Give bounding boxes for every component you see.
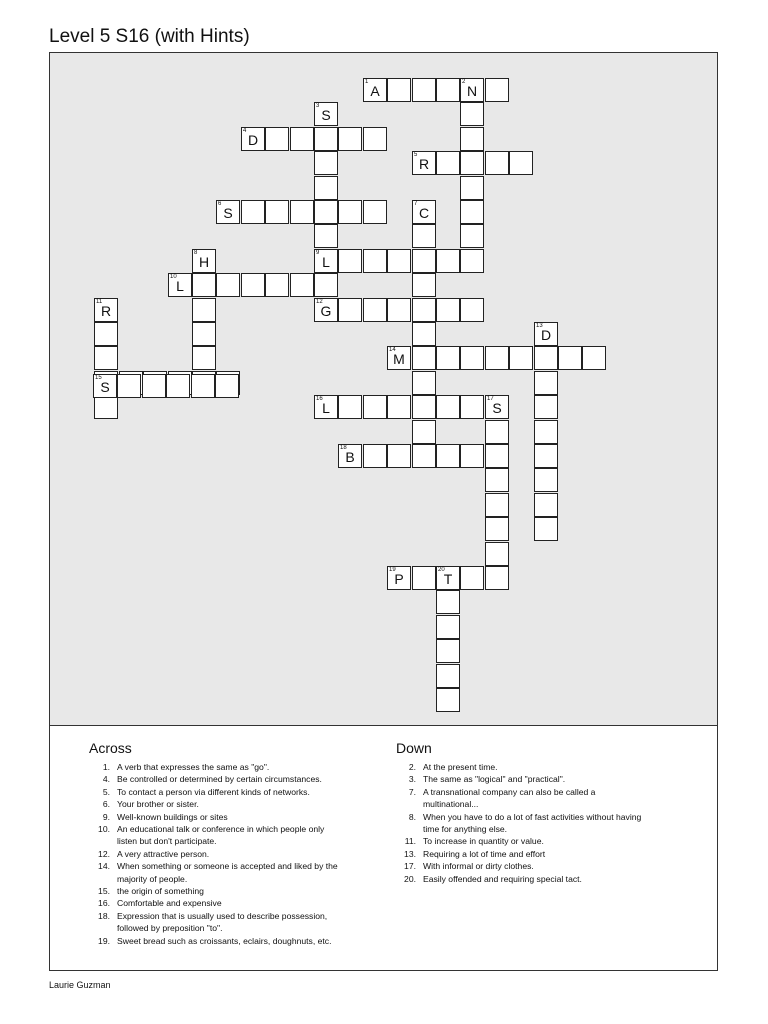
crossword-cell[interactable] [436, 444, 460, 468]
crossword-cell[interactable] [412, 322, 436, 346]
crossword-cell[interactable] [241, 200, 265, 224]
crossword-cell[interactable] [94, 395, 118, 419]
clue-text: When something or someone is accepted and liked by the [117, 861, 338, 872]
crossword-cell[interactable] [460, 395, 484, 419]
crossword-cell[interactable] [363, 78, 387, 102]
clue-num: 12. [98, 848, 110, 859]
crossword-cell[interactable] [338, 200, 362, 224]
across-clue [90, 897, 390, 909]
crossword-cell[interactable] [412, 200, 436, 224]
crossword-cell[interactable] [436, 639, 460, 663]
crossword-cell[interactable] [412, 371, 436, 395]
crossword-cell[interactable] [338, 127, 362, 151]
clue-text: Your brother or sister. [117, 799, 199, 810]
down-clue [396, 823, 696, 835]
crossword-cell[interactable] [241, 273, 265, 297]
crossword-cell[interactable] [485, 420, 509, 444]
across-clue [90, 811, 390, 823]
clue-text: Sweet bread such as croissants, eclairs, doughnuts, etc. [117, 935, 332, 946]
crossword-cell[interactable] [534, 444, 558, 468]
crossword-cell[interactable] [485, 493, 509, 517]
crossword-cell[interactable] [387, 298, 411, 322]
crossword-cell[interactable] [534, 395, 558, 419]
page-title: Level 5 S16 (with Hints) [49, 26, 250, 47]
hint-letter: N [466, 83, 478, 99]
clue-number: 3 [316, 103, 320, 109]
clue-num: 10. [98, 824, 110, 835]
clue-number: 14 [389, 347, 396, 353]
clue-text: time for anything else. [423, 824, 508, 835]
clue-num: 17. [404, 861, 416, 872]
crossword-cell[interactable] [338, 298, 362, 322]
hint-letter: D [247, 132, 259, 148]
hint-letter: D [540, 327, 552, 343]
crossword-cell[interactable] [265, 200, 289, 224]
crossword-cell[interactable] [314, 224, 338, 248]
down-clue [396, 811, 696, 823]
crossword-cell[interactable] [265, 127, 289, 151]
crossword-cell[interactable] [117, 374, 141, 398]
crossword-cell[interactable] [241, 127, 265, 151]
crossword-cell[interactable] [314, 127, 338, 151]
across-heading: Across [89, 740, 132, 756]
clue-number: 4 [243, 128, 247, 134]
crossword-cell[interactable] [314, 249, 338, 273]
crossword-cell[interactable] [314, 395, 338, 419]
clue-num: 11. [404, 836, 416, 847]
clue-number: 18 [340, 445, 347, 451]
crossword-cell[interactable] [314, 102, 338, 126]
across-clue [90, 873, 390, 885]
clue-text: To contact a person via different kinds of networks. [117, 786, 310, 797]
crossword-cell[interactable] [534, 322, 558, 346]
clue-number: 15 [95, 375, 102, 381]
crossword-cell[interactable] [460, 444, 484, 468]
across-clue [90, 860, 390, 872]
hint-letter: L [176, 278, 184, 294]
crossword-cell[interactable] [412, 298, 436, 322]
crossword-cell[interactable] [436, 566, 460, 590]
clue-text: followed by preposition "to". [117, 923, 223, 934]
crossword-cell[interactable] [191, 374, 215, 398]
across-clue-list [90, 761, 390, 947]
crossword-cell[interactable] [436, 688, 460, 712]
crossword-cell[interactable] [412, 346, 436, 370]
crossword-cell[interactable] [436, 615, 460, 639]
hint-letter: T [443, 571, 453, 587]
puzzle-frame [49, 52, 718, 971]
crossword-cell[interactable] [192, 322, 216, 346]
crossword-cell[interactable] [94, 322, 118, 346]
crossword-cell[interactable] [215, 374, 239, 398]
clue-text: The same as "logical" and "practical". [423, 774, 566, 785]
clue-number: 19 [389, 567, 396, 573]
crossword-cell[interactable] [509, 151, 533, 175]
clue-text: the origin of something [117, 886, 204, 897]
clue-text: Be controlled or determined by certain circumstances. [117, 774, 322, 785]
crossword-cell[interactable] [94, 298, 118, 322]
down-clue-list [396, 761, 696, 885]
crossword-cell[interactable] [314, 298, 338, 322]
crossword-cell[interactable] [436, 346, 460, 370]
down-clue [396, 798, 696, 810]
clue-num: 6. [102, 799, 110, 810]
clue-num: 15. [98, 886, 110, 897]
crossword-cell[interactable] [363, 249, 387, 273]
clue-number: 11 [96, 299, 103, 305]
clue-num: 14. [98, 861, 110, 872]
crossword-cell[interactable] [387, 395, 411, 419]
down-heading: Down [396, 740, 432, 756]
crossword-cell[interactable] [290, 127, 314, 151]
clue-number: 1 [365, 79, 369, 85]
crossword-cell[interactable] [485, 78, 509, 102]
crossword-cell[interactable] [534, 468, 558, 492]
clue-number: 12 [316, 299, 323, 305]
crossword-cell[interactable] [314, 273, 338, 297]
crossword-cell[interactable] [558, 346, 582, 370]
crossword-cell[interactable] [412, 78, 436, 102]
crossword-cell[interactable] [460, 566, 484, 590]
crossword-cell[interactable] [387, 346, 411, 370]
crossword-cell[interactable] [436, 395, 460, 419]
down-clue [396, 873, 696, 885]
hint-letter: B [345, 449, 355, 465]
crossword-grid [50, 53, 717, 726]
clue-text: A very attractive person. [117, 848, 210, 859]
crossword-cell[interactable] [192, 249, 216, 273]
crossword-cell[interactable] [534, 517, 558, 541]
crossword-cell[interactable] [534, 420, 558, 444]
hint-letter: R [418, 156, 430, 172]
across-clue [90, 786, 390, 798]
crossword-cell[interactable] [485, 346, 509, 370]
clue-text: Requiring a lot of time and effort [423, 848, 546, 859]
clue-number: 8 [194, 250, 198, 256]
crossword-cell[interactable] [460, 249, 484, 273]
crossword-cell[interactable] [436, 298, 460, 322]
across-clue [90, 823, 390, 835]
crossword-cell[interactable] [338, 395, 362, 419]
hint-letter: S [223, 205, 233, 221]
clue-number: 9 [316, 250, 320, 256]
hint-letter: G [320, 303, 332, 319]
crossword-cell[interactable] [534, 346, 558, 370]
hint-letter: H [198, 254, 210, 270]
hint-letter: P [394, 571, 404, 587]
crossword-cell[interactable] [436, 78, 460, 102]
hint-letter: L [322, 400, 330, 416]
crossword-cell[interactable] [485, 151, 509, 175]
crossword-cell[interactable] [387, 566, 411, 590]
crossword-cell[interactable] [412, 444, 436, 468]
crossword-cell[interactable] [192, 346, 216, 370]
crossword-cell[interactable] [412, 395, 436, 419]
crossword-cell[interactable] [460, 346, 484, 370]
crossword-cell[interactable] [460, 176, 484, 200]
clue-text: majority of people. [117, 873, 188, 884]
crossword-cell[interactable] [314, 151, 338, 175]
down-clue [396, 773, 696, 785]
crossword-cell[interactable] [387, 249, 411, 273]
across-clue [90, 885, 390, 897]
clue-num: 1. [102, 762, 110, 772]
crossword-cell[interactable] [265, 273, 289, 297]
crossword-cell[interactable] [290, 200, 314, 224]
across-clue [90, 761, 390, 773]
across-clue [90, 773, 390, 785]
across-clue [90, 910, 390, 922]
down-clue [396, 835, 696, 847]
across-clue [90, 848, 390, 860]
crossword-cell[interactable] [142, 374, 166, 398]
crossword-cell[interactable] [216, 273, 240, 297]
crossword-cell[interactable] [216, 200, 240, 224]
clue-text: A transnational company can also be called a [423, 786, 596, 797]
down-clue [396, 786, 696, 798]
clue-number: 17 [487, 396, 494, 402]
hint-letter: R [100, 303, 112, 319]
clue-text: multinational... [423, 799, 479, 810]
hint-letter: M [393, 351, 405, 367]
clue-num: 16. [98, 898, 110, 909]
crossword-cell[interactable] [460, 200, 484, 224]
crossword-cell[interactable] [363, 127, 387, 151]
crossword-cell[interactable] [509, 346, 533, 370]
crossword-cell[interactable] [485, 444, 509, 468]
clue-text: Well-known buildings or sites [117, 811, 228, 822]
crossword-cell[interactable] [436, 249, 460, 273]
crossword-cell[interactable] [460, 102, 484, 126]
clue-text: At the present time. [423, 762, 498, 772]
crossword-cell[interactable] [460, 78, 484, 102]
clue-text: A verb that expresses the same as "go". [117, 762, 270, 772]
crossword-cell[interactable] [168, 273, 192, 297]
crossword-cell[interactable] [534, 371, 558, 395]
crossword-cell[interactable] [460, 127, 484, 151]
crossword-cell[interactable] [192, 298, 216, 322]
author-credit: Laurie Guzman [49, 980, 111, 990]
crossword-cell[interactable] [412, 224, 436, 248]
crossword-cell[interactable] [485, 468, 509, 492]
crossword-cell[interactable] [436, 664, 460, 688]
clue-number: 6 [218, 201, 222, 207]
clue-number: 20 [438, 567, 445, 573]
clue-num: 4. [102, 774, 110, 785]
clue-num: 5. [102, 786, 110, 797]
clue-number: 10 [170, 274, 177, 280]
crossword-cell[interactable] [338, 249, 362, 273]
clue-number: 13 [536, 323, 543, 329]
clue-num: 9. [102, 811, 110, 822]
down-clue [396, 761, 696, 773]
clue-number: 5 [414, 152, 418, 158]
crossword-cell[interactable] [94, 346, 118, 370]
crossword-cell[interactable] [485, 542, 509, 566]
clue-number: 2 [462, 79, 466, 85]
across-clue [90, 935, 390, 947]
clue-num: 2. [408, 762, 416, 772]
crossword-cell[interactable] [314, 200, 338, 224]
crossword-cell[interactable] [290, 273, 314, 297]
crossword-cell[interactable] [485, 566, 509, 590]
crossword-cell[interactable] [338, 444, 362, 468]
crossword-cell[interactable] [412, 420, 436, 444]
clue-text: Easily offended and requiring special tact. [423, 873, 582, 884]
clue-num: 20. [404, 873, 416, 884]
crossword-cell[interactable] [363, 444, 387, 468]
clue-num: 8. [408, 811, 416, 822]
hint-letter: C [418, 205, 430, 221]
crossword-cell[interactable] [412, 273, 436, 297]
clue-text: When you have to do a lot of fast activities without having [423, 811, 642, 822]
crossword-cell[interactable] [412, 566, 436, 590]
crossword-cell[interactable] [363, 298, 387, 322]
crossword-cell[interactable] [387, 444, 411, 468]
clue-text: With informal or dirty clothes. [423, 861, 534, 872]
clue-num: 3. [408, 774, 416, 785]
crossword-cell[interactable] [436, 151, 460, 175]
crossword-cell[interactable] [534, 493, 558, 517]
down-clue [396, 848, 696, 860]
crossword-cell[interactable] [460, 298, 484, 322]
clue-text: Expression that is usually used to describe possession, [117, 910, 328, 921]
crossword-cell[interactable] [460, 151, 484, 175]
hint-letter: S [100, 379, 110, 395]
hint-letter: S [492, 400, 502, 416]
clue-num: 19. [98, 935, 110, 946]
down-clue [396, 860, 696, 872]
across-clue [90, 835, 390, 847]
across-clue [90, 798, 390, 810]
clue-num: 18. [98, 910, 110, 921]
crossword-cell[interactable] [387, 78, 411, 102]
crossword-cell[interactable] [192, 273, 216, 297]
clue-number: 16 [316, 396, 323, 402]
crossword-cell[interactable] [363, 395, 387, 419]
crossword-cell[interactable] [314, 176, 338, 200]
crossword-cell[interactable] [412, 151, 436, 175]
hint-letter: L [322, 254, 330, 270]
clue-text: listen but don't participate. [117, 836, 217, 847]
crossword-cell[interactable] [485, 395, 509, 419]
clue-num: 7. [408, 786, 416, 797]
hint-letter: S [321, 107, 331, 123]
crossword-cell[interactable] [93, 374, 117, 398]
crossword-cell[interactable] [412, 249, 436, 273]
clue-text: Comfortable and expensive [117, 898, 222, 909]
crossword-cell[interactable] [460, 224, 484, 248]
hint-letter: A [370, 83, 380, 99]
crossword-cell[interactable] [363, 200, 387, 224]
crossword-cell[interactable] [582, 346, 606, 370]
clue-number: 7 [414, 201, 418, 207]
crossword-cell[interactable] [485, 517, 509, 541]
clue-num: 13. [404, 848, 416, 859]
crossword-cell[interactable] [436, 590, 460, 614]
crossword-cell[interactable] [166, 374, 190, 398]
clue-text: An educational talk or conference in which people only [117, 824, 325, 835]
across-clue [90, 922, 390, 934]
clue-text: To increase in quantity or value. [423, 836, 544, 847]
